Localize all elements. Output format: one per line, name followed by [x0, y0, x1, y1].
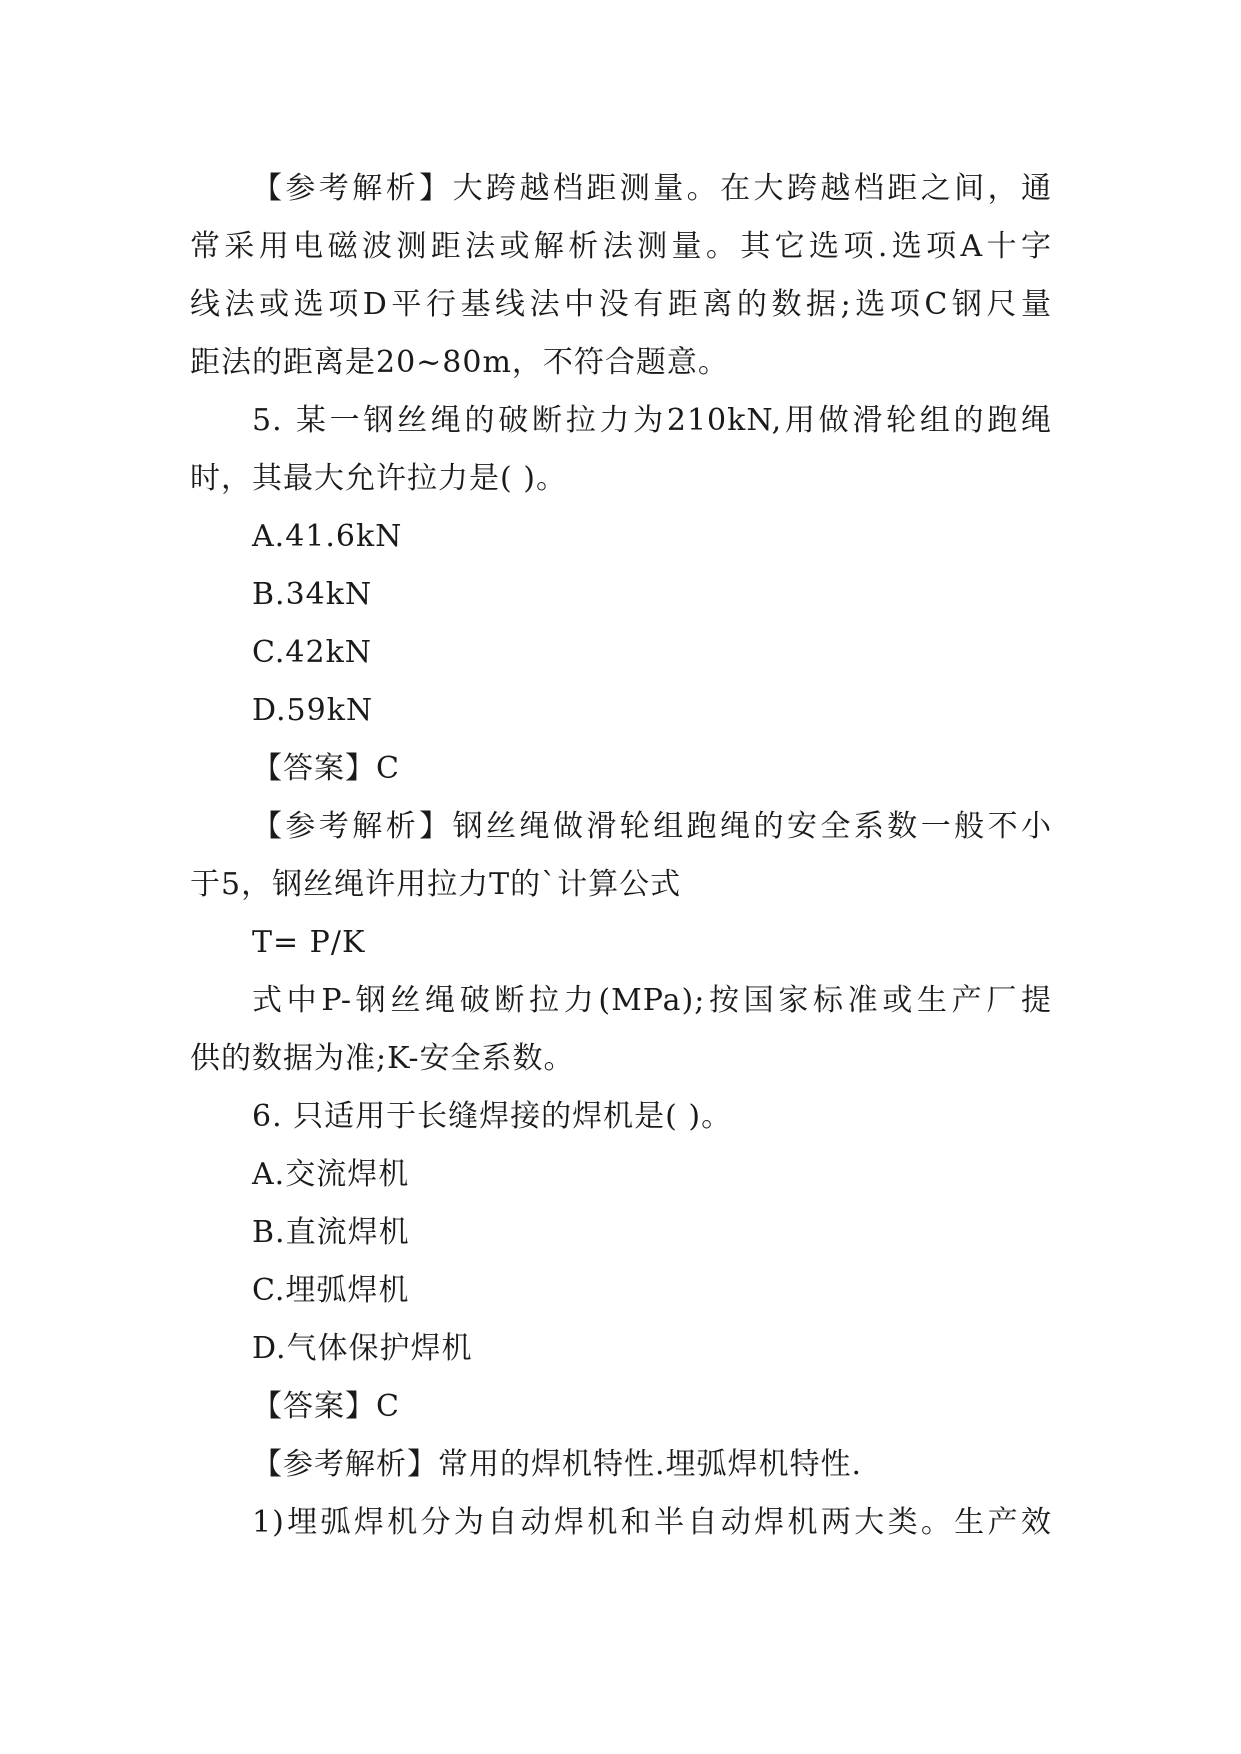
question-5-line: 时，其最大允许拉力是( )。 — [190, 461, 567, 496]
option-c: C.埋弧焊机 — [252, 1273, 410, 1308]
question-5-line: 5. 某一钢丝绳的破断拉力为210kN,用做滑轮组的跑绳 — [252, 403, 1052, 438]
text-line: 距法的距离是20~80m，不符合题意。 — [190, 345, 729, 380]
option-d: D.59kN — [252, 693, 374, 728]
document-page — [190, 160, 1052, 1552]
option-a: A.41.6kN — [252, 519, 403, 554]
question-6-line: 6. 只适用于长缝焊接的焊机是( )。 — [252, 1099, 733, 1134]
answer-line: 【答案】C — [252, 751, 400, 786]
option-b: B.34kN — [252, 577, 373, 612]
explanation-line: 1)埋弧焊机分为自动焊机和半自动焊机两大类。生产效 — [252, 1505, 1052, 1540]
option-c: C.42kN — [252, 635, 373, 670]
explanation-line: 【参考解析】常用的焊机特性.埋弧焊机特性. — [252, 1447, 863, 1482]
explanation-line: 【参考解析】钢丝绳做滑轮组跑绳的安全系数一般不小 — [252, 809, 1052, 844]
answer-line: 【答案】C — [252, 1389, 400, 1424]
text-line: 常采用电磁波测距法或解析法测量。其它选项.选项A十字 — [190, 229, 1052, 264]
explanation-line: 于5，钢丝绳许用拉力T的`计算公式 — [190, 867, 682, 902]
option-a: A.交流焊机 — [252, 1157, 410, 1192]
option-b: B.直流焊机 — [252, 1215, 410, 1250]
text-line: 【参考解析】大跨越档距测量。在大跨越档距之间，通 — [252, 171, 1052, 206]
formula-line: T= P/K — [252, 925, 366, 960]
option-d: D.气体保护焊机 — [252, 1331, 473, 1366]
explanation-line: 供的数据为准;K-安全系数。 — [190, 1041, 575, 1076]
text-line: 线法或选项D平行基线法中没有距离的数据;选项C钢尺量 — [190, 287, 1052, 322]
explanation-line: 式中P-钢丝绳破断拉力(MPa);按国家标准或生产厂提 — [252, 983, 1052, 1018]
